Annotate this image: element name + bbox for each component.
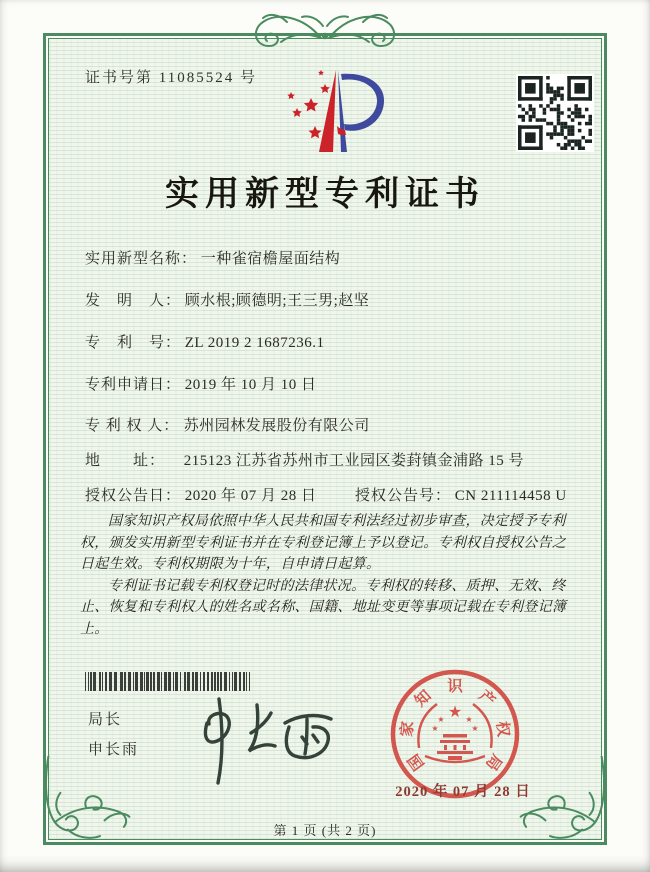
field-value: 215123 江苏省苏州市工业园区娄葑镇金浦路 15 号: [183, 453, 525, 469]
svg-text:★: ★: [465, 715, 473, 724]
field-row-inventors: [85, 289, 575, 310]
field-label: 专 利 权 人：: [85, 418, 180, 434]
field-label: 授权公告日：: [85, 488, 182, 504]
top-flourish-ornament: [225, 8, 425, 60]
field-row-filing-date: [85, 373, 575, 394]
cnipa-logo-graphic: [281, 64, 389, 156]
field-value: ZL 2019 2 1687236.1: [184, 335, 325, 351]
field-row-utility-name: [85, 247, 575, 268]
certificate-number: 证书号第 11085524 号: [85, 70, 257, 86]
field-label: 专 利 号：: [85, 335, 182, 351]
field-value: 一种雀宿檐屋面结构: [200, 251, 341, 267]
certificate-title: 实用新型专利证书: [165, 176, 485, 213]
svg-text:产: 产: [475, 687, 499, 711]
field-value: 2019 年 10 月 10 日: [184, 377, 317, 393]
signer-title: 局长: [88, 712, 123, 728]
field-label: 实用新型名称：: [85, 251, 198, 267]
logo-stars: [287, 70, 330, 138]
flourish-left: [256, 15, 323, 46]
svg-text:局: 局: [481, 750, 505, 774]
qr-code-graphic: [518, 76, 592, 150]
svg-text:权: 权: [492, 720, 512, 738]
cnipa-logo: [281, 64, 389, 156]
legal-paragraph-2: 专利证书记载专利权登记时的法律状况。专利权的转移、质押、无效、终止、恢复和专利权人的姓名或名称、国籍、地址变更等事项记载在专利登记簿上。: [80, 578, 567, 637]
svg-text:知: 知: [411, 687, 435, 711]
flourish-right: [327, 15, 394, 46]
handwritten-signature: [185, 693, 350, 788]
grant-number-pair: [355, 484, 567, 505]
seal-date: 2020 年 07 月 28 日: [395, 784, 531, 800]
signer-block: [88, 705, 139, 765]
field-row-grant: [85, 484, 575, 505]
field-label: 专利申请日：: [85, 377, 182, 393]
logo-p-mark: [319, 70, 384, 152]
field-value: 苏州园林发展股份有限公司: [183, 418, 370, 434]
qr-code: [516, 74, 594, 152]
barcode-graphic: [85, 672, 250, 691]
svg-text:家: 家: [398, 720, 418, 738]
field-label: 发 明 人：: [85, 293, 182, 309]
svg-text:★: ★: [431, 724, 439, 733]
national-emblem: [418, 704, 491, 762]
field-value: 2020 年 07 月 28 日: [184, 488, 317, 504]
legal-paragraph-1: 国家知识产权局依照中华人民共和国专利法经过初步审查，决定授予专利权，颁发实用新型专利证书并在专利登记簿上予以登记。专利权自授权公告之日起生效。专利权期限为十年，自申请日起算。: [80, 514, 567, 572]
svg-text:★: ★: [447, 704, 463, 721]
svg-text:★: ★: [437, 715, 445, 724]
signer-name: 申长雨: [88, 742, 140, 758]
page-number: 第 1 页 (共 2 页): [273, 823, 377, 838]
field-value: CN 211114458 U: [454, 488, 567, 504]
svg-text:国: 国: [405, 750, 429, 774]
field-row-patentee: [85, 414, 575, 435]
field-label: 地 址：: [85, 453, 166, 469]
field-value: 顾水根;顾德明;王三男;赵坚: [184, 293, 370, 309]
field-row-patent-number: [85, 331, 575, 352]
barcode: [85, 672, 250, 691]
svg-text:识: 识: [447, 678, 463, 695]
svg-text:★: ★: [471, 724, 479, 733]
legal-text: [80, 511, 572, 640]
field-label: 授权公告号：: [355, 488, 452, 504]
field-row-address: [85, 449, 575, 470]
